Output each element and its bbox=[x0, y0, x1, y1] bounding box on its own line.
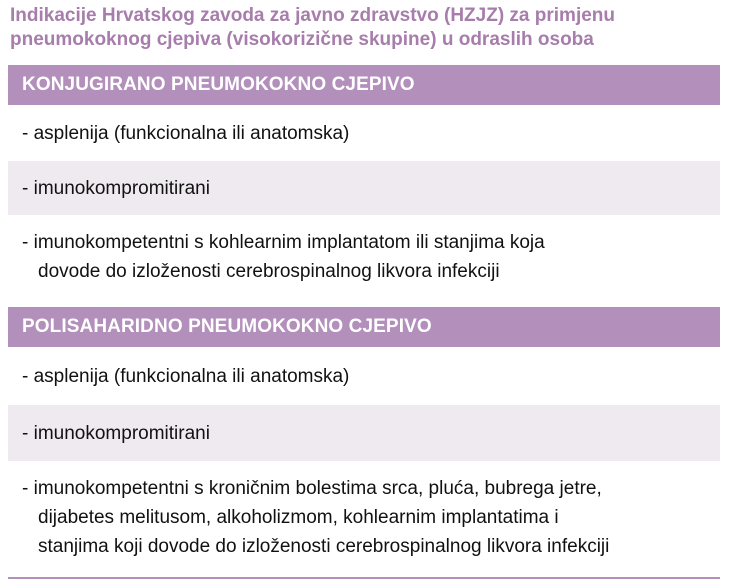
indication-text: - asplenija (funkcionalna ili anatomska) bbox=[22, 365, 350, 387]
section-header: POLISAHARIDNO PNEUMOKOKNO CJEPIVO bbox=[8, 307, 720, 347]
indication-text: - asplenija (funkcionalna ili anatomska) bbox=[22, 122, 350, 144]
title-line-2: pneumokoknog cjepiva (visokorizične skupine) u odraslih osoba bbox=[10, 29, 594, 50]
section-conjugated-vaccine bbox=[8, 65, 720, 299]
indication-text-continued: stanjima koji dovode do izloženosti cerebrospinalnog likvora infekciji bbox=[38, 535, 610, 557]
indication-row bbox=[8, 161, 720, 215]
title-line-1: Indikacije Hrvatskog zavoda za javno zdravstvo (HZJZ) za primjenu bbox=[10, 5, 616, 26]
indication-row bbox=[8, 461, 720, 573]
indication-text-continued: dijabetes melitusom, alkoholizmom, kohlearnim implantatima i bbox=[38, 506, 559, 528]
indication-text: - imunokompromitirani bbox=[22, 177, 210, 199]
indication-row bbox=[8, 405, 720, 461]
indication-text: - imunokompromitirani bbox=[22, 422, 210, 444]
indication-text-continued: dovode do izloženosti cerebrospinalnog likvora infekciji bbox=[38, 261, 500, 282]
indication-row bbox=[8, 347, 720, 405]
indication-text: - imunokompetentni s kohlearnim implantatom ili stanjima koja bbox=[22, 232, 545, 253]
section-header: KONJUGIRANO PNEUMOKOKNO CJEPIVO bbox=[8, 65, 720, 105]
indication-text: - imunokompetentni s kroničnim bolestima srca, pluća, bubrega jetre, bbox=[22, 477, 602, 499]
bottom-divider bbox=[8, 577, 720, 579]
page-title bbox=[10, 4, 722, 52]
indication-row bbox=[8, 215, 720, 299]
section-polysaccharide-vaccine bbox=[8, 307, 720, 573]
indication-row bbox=[8, 105, 720, 161]
